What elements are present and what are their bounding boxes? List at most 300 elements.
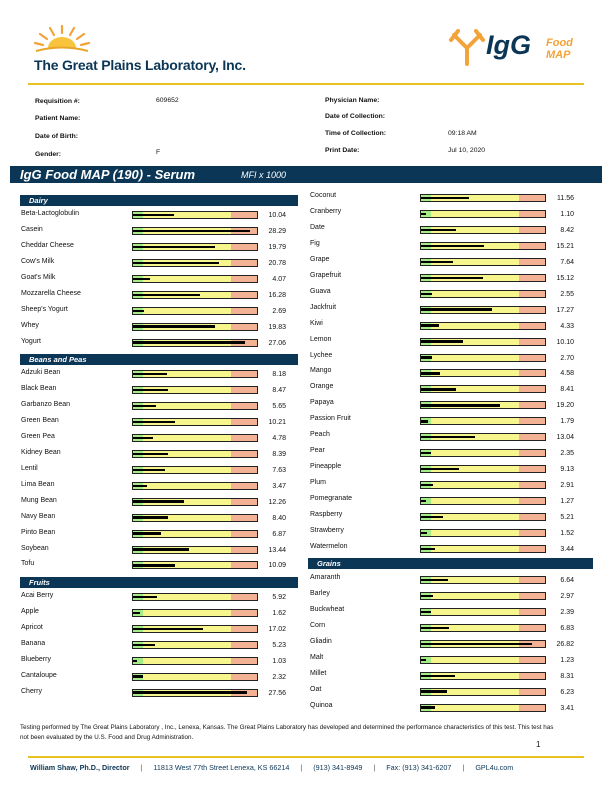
food-item-name: Sheep's Yogurt <box>21 305 68 313</box>
result-level-fill <box>133 612 140 614</box>
result-bar <box>420 194 546 202</box>
food-item-name: Lychee <box>310 351 333 359</box>
result-bar <box>420 274 546 282</box>
antibody-icon <box>448 26 486 68</box>
bar-zone <box>143 276 231 282</box>
print-date-value: Jul 10, 2020 <box>448 147 486 154</box>
bar-zone <box>431 530 519 536</box>
result-level-fill <box>133 389 168 391</box>
result-level-fill <box>133 294 200 296</box>
food-item-name: Lemon <box>310 335 332 343</box>
result-level-fill <box>133 310 144 312</box>
lab-name: The Great Plains Laboratory, Inc. <box>34 57 246 73</box>
result-bar <box>420 465 546 473</box>
result-bar <box>420 513 546 521</box>
food-item-value: 28.29 <box>268 227 286 235</box>
food-item-value: 4.33 <box>560 322 574 330</box>
food-item-value: 10.04 <box>268 212 286 219</box>
bar-zone <box>431 418 519 424</box>
result-level-fill <box>133 691 247 693</box>
result-bar <box>420 704 546 712</box>
result-bar <box>132 434 258 442</box>
result-level-fill <box>421 452 431 454</box>
food-item-name: Grapefruit <box>310 271 342 279</box>
result-level-fill <box>421 611 431 613</box>
result-bar <box>132 370 258 378</box>
result-level-fill <box>133 469 165 471</box>
food-item-name: Peach <box>310 431 330 439</box>
result-level-fill <box>421 659 426 661</box>
food-item-name: Black Bean <box>21 385 57 392</box>
bar-zone <box>431 355 519 361</box>
result-level-fill <box>421 500 426 502</box>
result-bar <box>132 561 258 569</box>
result-level-fill <box>133 230 250 232</box>
bar-zone <box>143 610 231 616</box>
result-bar <box>132 514 258 522</box>
result-level-fill <box>133 516 168 518</box>
food-item-name: Papaya <box>310 399 334 407</box>
food-item-name: Date <box>310 223 325 231</box>
food-item-name: Watermelon <box>310 542 348 550</box>
result-level-fill <box>133 532 161 534</box>
result-bar <box>132 689 258 697</box>
result-level-fill <box>133 453 168 455</box>
bar-zone <box>431 211 519 217</box>
igg-food-map-logo <box>448 24 583 72</box>
report-title: IgG Food MAP (190) - Serum <box>20 167 196 182</box>
food-item-name: Oat <box>310 685 322 693</box>
result-level-fill <box>421 468 459 470</box>
food-item-name: Lima Bean <box>21 480 55 488</box>
footer-phone: (913) 341-8949 <box>313 763 363 772</box>
result-level-fill <box>133 325 215 327</box>
patient-name-label: Patient Name: <box>35 115 81 122</box>
result-level-fill <box>421 308 492 310</box>
footer-separator: | <box>462 763 465 772</box>
result-level-fill <box>133 675 143 677</box>
food-item-value: 13.44 <box>268 546 286 554</box>
food-item-name: Mango <box>310 367 332 375</box>
food-item-value: 11.56 <box>557 195 574 202</box>
result-level-fill <box>421 579 448 581</box>
food-item-value: 2.69 <box>272 307 286 315</box>
result-bar <box>132 418 258 426</box>
food-item-value: 9.13 <box>560 466 574 474</box>
food-item-value: 19.83 <box>268 323 286 331</box>
bar-zone <box>431 482 519 488</box>
footer-separator: | <box>140 763 143 772</box>
food-item-value: 6.23 <box>560 688 574 696</box>
bar-zone <box>143 642 231 648</box>
bar-zone <box>431 546 519 552</box>
result-bar <box>420 672 546 680</box>
result-level-fill <box>421 548 435 550</box>
result-level-fill <box>421 213 426 215</box>
food-item-name: Millet <box>310 669 327 677</box>
food-item-value: 26.82 <box>556 640 574 648</box>
result-bar <box>132 211 258 219</box>
food-item-value: 19.20 <box>556 402 574 410</box>
food-item-name: Apple <box>21 607 39 615</box>
result-bar <box>420 369 546 377</box>
food-item-value: 6.83 <box>560 624 574 632</box>
food-item-name: Corn <box>310 621 326 629</box>
food-item-name: Banana <box>21 639 46 647</box>
food-item-value: 16.28 <box>268 291 286 299</box>
food-item-name: Guava <box>310 287 331 295</box>
food-item-value: 10.09 <box>268 562 286 570</box>
food-item-value: 2.55 <box>560 290 574 298</box>
bar-zone <box>431 593 519 599</box>
footer-bar <box>30 763 582 772</box>
food-item-name: Green Bean <box>21 416 59 424</box>
food-item-name: Cherry <box>21 687 43 695</box>
food-item-name: Adzuki Bean <box>21 369 61 377</box>
section-header: Beans and Peas <box>20 354 298 365</box>
bar-zone <box>431 450 519 456</box>
food-item-name: Quinoa <box>310 701 333 709</box>
food-item-value: 19.79 <box>268 243 286 251</box>
food-item-name: Orange <box>310 383 334 391</box>
result-bar <box>420 290 546 298</box>
bar-zone <box>431 370 519 376</box>
food-item-value: 5.21 <box>560 514 574 521</box>
result-level-fill <box>421 595 433 597</box>
food-item-name: Mung Bean <box>21 496 57 504</box>
result-level-fill <box>133 564 175 566</box>
result-level-fill <box>133 246 215 248</box>
bar-zone <box>143 435 231 441</box>
food-item-value: 17.02 <box>268 625 286 633</box>
result-bar <box>420 306 546 314</box>
page-number: 1 <box>536 740 541 749</box>
collection-time-label: Time of Collection: <box>325 130 387 137</box>
result-bar <box>420 338 546 346</box>
result-level-fill <box>421 532 427 534</box>
result-bar <box>132 402 258 410</box>
collection-date-label: Date of Collection: <box>325 113 386 120</box>
bar-zone <box>143 483 231 489</box>
result-bar <box>420 226 546 234</box>
result-level-fill <box>421 277 483 279</box>
food-item-name: Kiwi <box>310 319 323 327</box>
food-item-value: 2.35 <box>560 450 574 458</box>
result-bar <box>420 242 546 250</box>
result-level-fill <box>133 548 189 550</box>
food-item-value: 15.12 <box>556 274 574 282</box>
food-item-value: 6.64 <box>560 577 574 584</box>
result-level-fill <box>133 500 184 502</box>
food-item-value: 8.42 <box>560 226 574 234</box>
food-item-name: Whey <box>21 321 39 329</box>
food-item-value: 17.27 <box>556 306 574 314</box>
food-item-name: Kidney Bean <box>21 448 61 456</box>
food-item-name: Casein <box>21 225 43 233</box>
footer-separator: | <box>300 763 303 772</box>
header-divider <box>28 83 584 85</box>
gender-value: F <box>156 149 161 156</box>
result-bar <box>132 291 258 299</box>
food-item-value: 6.87 <box>272 530 286 538</box>
result-level-fill <box>421 245 484 247</box>
result-bar <box>420 433 546 441</box>
food-item-name: Tofu <box>21 560 35 568</box>
food-item-name: Amaranth <box>310 574 341 581</box>
food-item-value: 8.40 <box>272 514 286 522</box>
food-item-name: Pomegranate <box>310 495 353 503</box>
result-bar <box>132 227 258 235</box>
section-header: Grains <box>308 558 593 569</box>
result-bar <box>420 688 546 696</box>
result-level-fill <box>421 388 456 390</box>
food-item-value: 1.10 <box>560 210 574 218</box>
food-item-value: 3.47 <box>272 482 286 490</box>
bar-zone <box>431 609 519 615</box>
food-item-value: 8.41 <box>560 386 574 394</box>
food-item-name: Acai Berry <box>21 591 54 599</box>
food-item-value: 5.65 <box>272 402 286 410</box>
result-bar <box>132 546 258 554</box>
food-item-value: 1.27 <box>560 498 574 506</box>
food-item-name: Jackfruit <box>310 303 337 311</box>
footer-fax: Fax: (913) 341-6207 <box>386 763 452 772</box>
food-item-name: Pineapple <box>310 463 342 471</box>
food-item-name: Buckwheat <box>310 605 345 613</box>
food-item-value: 5.23 <box>272 641 286 649</box>
dob-label: Date of Birth: <box>35 133 79 140</box>
result-level-fill <box>133 214 174 216</box>
result-bar <box>420 624 546 632</box>
result-bar <box>420 385 546 393</box>
result-bar <box>132 275 258 283</box>
result-level-fill <box>421 372 440 374</box>
food-item-name: Mozzarella Cheese <box>21 289 81 297</box>
result-bar <box>132 339 258 347</box>
food-item-value: 27.06 <box>268 339 286 347</box>
result-bar <box>420 497 546 505</box>
section-header: Fruits <box>20 577 298 588</box>
food-item-value: 2.32 <box>272 673 286 681</box>
bar-zone <box>431 498 519 504</box>
result-level-fill <box>421 690 447 692</box>
footer-director: William Shaw, Ph.D., Director <box>30 763 130 772</box>
brand-map: MAP <box>546 49 571 61</box>
result-level-fill <box>133 485 147 487</box>
result-bar <box>132 482 258 490</box>
bar-zone <box>431 657 519 663</box>
food-item-name: Malt <box>310 653 324 661</box>
result-level-fill <box>133 644 155 646</box>
result-level-fill <box>133 341 245 343</box>
sun-logo-icon <box>32 24 92 54</box>
result-level-fill <box>421 324 439 326</box>
food-item-name: Passion Fruit <box>310 415 351 423</box>
food-item-value: 13.04 <box>556 434 574 442</box>
result-level-fill <box>133 628 203 630</box>
bar-zone <box>431 291 519 297</box>
result-bar <box>420 529 546 537</box>
result-bar <box>132 323 258 331</box>
food-item-value: 7.64 <box>560 258 574 266</box>
result-bar <box>420 258 546 266</box>
result-bar <box>420 656 546 664</box>
bar-zone <box>143 658 231 664</box>
food-item-name: Garbanzo Bean <box>21 400 71 408</box>
result-bar <box>132 498 258 506</box>
food-item-value: 2.39 <box>560 608 574 616</box>
result-bar <box>420 354 546 362</box>
food-item-name: Cheddar Cheese <box>21 241 74 249</box>
result-level-fill <box>133 596 157 598</box>
collection-time-value: 09:18 AM <box>448 130 477 137</box>
result-bar <box>132 609 258 617</box>
food-item-value: 8.18 <box>272 371 286 379</box>
result-bar <box>420 545 546 553</box>
food-item-name: Apricot <box>21 623 43 631</box>
result-level-fill <box>421 340 463 342</box>
food-item-value: 3.44 <box>560 545 574 553</box>
food-item-name: Soybean <box>21 544 49 552</box>
food-item-name: Plum <box>310 479 326 487</box>
food-item-name: Cow's Milk <box>21 257 55 265</box>
food-item-value: 12.26 <box>268 498 286 506</box>
food-item-value: 4.07 <box>272 275 286 283</box>
disclaimer-text: Testing performed by The Great Plains Laboratory , Inc., Lenexa, Kansas. The Great Plains Laboratory has developed and determined the performance characteristics of this test. This test has not been evaluated by the U.S. Food and Drug Administration. <box>20 724 554 741</box>
footer-separator: | <box>373 763 376 772</box>
food-item-name: Coconut <box>310 192 337 199</box>
food-item-name: Raspberry <box>310 511 343 518</box>
food-item-name: Navy Bean <box>21 512 56 520</box>
result-level-fill <box>421 404 500 406</box>
footer-divider <box>28 756 584 758</box>
result-bar <box>132 641 258 649</box>
result-level-fill <box>421 293 432 295</box>
footer-website[interactable]: GPL4u.com <box>475 763 514 772</box>
food-item-name: Grape <box>310 255 330 263</box>
food-item-name: Fig <box>310 239 320 247</box>
food-item-name: Cantaloupe <box>21 671 57 679</box>
result-bar <box>132 530 258 538</box>
result-level-fill <box>421 356 432 358</box>
result-bar <box>420 481 546 489</box>
result-level-fill <box>421 261 453 263</box>
result-bar <box>420 608 546 616</box>
requisition-label: Requisition #: <box>35 98 80 105</box>
result-bar <box>132 386 258 394</box>
result-bar <box>420 401 546 409</box>
result-bar <box>420 449 546 457</box>
result-bar <box>420 210 546 218</box>
result-level-fill <box>421 675 455 677</box>
food-item-value: 8.47 <box>272 387 286 394</box>
bar-zone <box>143 308 231 314</box>
food-item-value: 15.21 <box>556 242 574 250</box>
result-bar <box>132 307 258 315</box>
food-item-value: 2.91 <box>560 482 574 490</box>
food-item-name: Yogurt <box>21 337 41 345</box>
food-item-name: Blueberry <box>21 655 51 663</box>
food-item-value: 4.78 <box>272 434 286 442</box>
result-level-fill <box>133 278 150 280</box>
bar-zone <box>431 323 519 329</box>
food-item-value: 1.62 <box>272 609 286 617</box>
food-item-name: Lentil <box>21 464 38 472</box>
food-item-value: 1.23 <box>560 656 574 664</box>
food-item-value: 1.03 <box>272 657 286 665</box>
bar-zone <box>143 674 231 680</box>
brand-food: Food <box>546 37 573 49</box>
result-level-fill <box>421 436 475 438</box>
result-bar <box>420 592 546 600</box>
physician-label: Physician Name: <box>325 97 380 104</box>
result-level-fill <box>133 262 219 264</box>
food-item-value: 20.78 <box>268 259 286 267</box>
food-item-name: Gliadin <box>310 637 332 645</box>
food-item-name: Barley <box>310 589 330 597</box>
result-bar <box>132 259 258 267</box>
food-item-value: 1.52 <box>560 529 574 537</box>
section-header: Dairy <box>20 195 298 206</box>
result-bar <box>420 417 546 425</box>
requisition-value: 609652 <box>156 97 179 104</box>
result-level-fill <box>133 660 137 662</box>
food-item-name: Green Pea <box>21 432 55 440</box>
result-bar <box>132 625 258 633</box>
result-level-fill <box>421 229 456 231</box>
result-bar <box>420 640 546 648</box>
result-level-fill <box>133 437 153 439</box>
bar-zone <box>431 705 519 711</box>
food-item-value: 8.39 <box>272 450 286 458</box>
food-item-value: 2.97 <box>560 592 574 600</box>
food-item-value: 2.70 <box>560 354 574 362</box>
result-bar <box>132 657 258 665</box>
result-bar <box>132 593 258 601</box>
food-item-value: 3.41 <box>560 704 574 712</box>
print-date-label: Print Date: <box>325 147 360 154</box>
result-bar <box>132 673 258 681</box>
food-item-name: Beta-Lactoglobulin <box>21 210 79 217</box>
result-bar <box>132 450 258 458</box>
food-item-value: 8.31 <box>560 672 574 680</box>
brand-igg: IgG <box>486 30 531 60</box>
food-item-value: 7.63 <box>272 466 286 474</box>
food-item-name: Pinto Bean <box>21 528 56 536</box>
result-level-fill <box>133 421 175 423</box>
food-item-name: Strawberry <box>310 526 344 534</box>
result-bar <box>132 466 258 474</box>
gender-label: Gender: <box>35 151 62 158</box>
food-item-value: 27.56 <box>268 689 286 697</box>
food-item-value: 1.79 <box>560 418 574 426</box>
report-title-band <box>10 166 602 183</box>
bar-zone <box>431 514 519 520</box>
result-bar <box>132 243 258 251</box>
result-level-fill <box>421 706 435 708</box>
result-level-fill <box>421 516 443 518</box>
result-level-fill <box>133 373 167 375</box>
result-level-fill <box>421 197 469 199</box>
food-item-value: 5.92 <box>272 593 286 601</box>
result-level-fill <box>421 627 449 629</box>
result-level-fill <box>421 484 433 486</box>
report-units: MFI x 1000 <box>241 170 287 180</box>
food-item-value: 10.21 <box>268 418 286 426</box>
food-item-value: 10.10 <box>556 338 574 346</box>
result-bar <box>420 576 546 584</box>
footer-address: 11813 West 77th Street Lenexa, KS 66214 <box>153 763 290 772</box>
